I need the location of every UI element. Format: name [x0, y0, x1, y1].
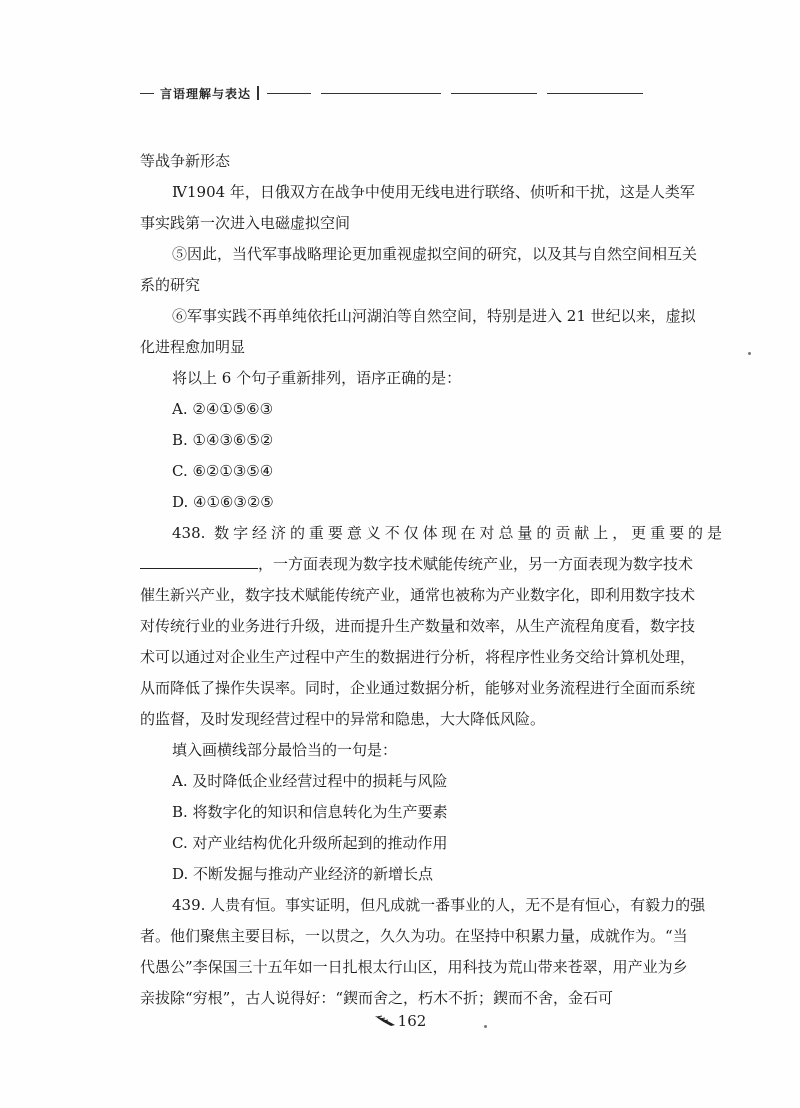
q438-stem-text: ，一方面表现为数字技术赋能传统产业，另一方面表现为数字技术	[258, 555, 694, 573]
q438-stem-line-3: 催生新兴产业，数字技术赋能传统产业，通常也被称为产业数字化，即利用数字技术	[140, 586, 696, 604]
scan-speck	[484, 1025, 487, 1028]
page-footer	[0, 1012, 800, 1031]
q437-option-d: D. ④①⑥③②⑤	[172, 493, 274, 511]
feather-icon	[374, 1013, 396, 1031]
page-content	[140, 146, 722, 1014]
q439-stem-line-1: 439. 人贵有恒。事实证明，但凡成就一番事业的人，无不是有恒心，有毅力的强	[172, 896, 706, 914]
running-header	[140, 82, 720, 104]
q438-stem-line-6: 从而降低了操作失误率。同时，企业通过数据分析，能够对业务流程进行全面而系统	[140, 679, 696, 697]
q437-option-b: B. ①④③⑥⑤②	[172, 431, 274, 449]
q437-option-a: A. ②④①⑤⑥③	[172, 400, 274, 418]
q438-stem-line-4: 对传统行业的业务进行升级，进而提升生产数量和效率，从生产流程角度看，数字技	[140, 617, 696, 635]
q439-stem-line-4: 亲拔除“穷根”，古人说得好：“鍥而舍之，朽木不折；鍥而不舍，金石可	[140, 989, 614, 1007]
q437-sentence-5-cont: 系的研究	[140, 276, 201, 294]
q438-stem-line-7: 的监督，及时发现经营过程中的异常和隐患，大大降低风险。	[140, 710, 546, 728]
q437-sentence-4: Ⅳ1904 年，日俄双方在战争中使用无线电进行联络、侦听和干扰，这是人类军	[172, 183, 695, 201]
header-rule	[547, 93, 643, 94]
header-mark	[140, 93, 154, 94]
q437-fragment: 等战争新形态	[140, 152, 231, 170]
q437-option-c: C. ⑥②①③⑤④	[172, 462, 274, 480]
q438-stem-line-1: 438. 数字经济的重要意义不仅体现在对总量的贡献上，更重要的是	[172, 524, 722, 542]
q439-stem-line-3: 代愚公”李保国三十五年如一日扎根太行山区，用科技为荒山带来苍翠，用产业为乡	[140, 958, 688, 976]
q438-stem-line-5: 术可以通过对企业生产过程中产生的数据进行分析，将程序性业务交给计算机处理，	[140, 648, 696, 666]
q437-prompt: 将以上 6 个句子重新排列，语序正确的是：	[172, 369, 462, 387]
q438-option-a: A. 及时降低企业经营过程中的损耗与风险	[172, 772, 448, 790]
header-rule	[321, 93, 441, 94]
q439-stem-line-2: 者。他们聚焦主要目标，一以贯之，久久为功。在坚持中积累力量，成就作为。“当	[140, 927, 688, 945]
scan-speck	[748, 352, 751, 355]
answer-blank	[140, 550, 258, 569]
header-divider	[257, 86, 259, 100]
q438-prompt: 填入画横线部分最恰当的一句是：	[172, 741, 398, 759]
q437-sentence-6-cont: 化进程愈加明显	[140, 338, 246, 356]
page-number: 162	[397, 1012, 427, 1030]
q438-stem-line-2	[140, 549, 722, 580]
chapter-title: 言语理解与表达	[160, 86, 252, 101]
q437-sentence-5: ⑤因此，当代军事战略理论更加重视虚拟空间的研究，以及其与自然空间相互关	[172, 245, 698, 263]
q438-option-b: B. 将数字化的知识和信息转化为生产要素	[172, 803, 448, 821]
header-rule	[267, 93, 311, 94]
q437-sentence-6: ⑥军事实践不再单纯依托山河湖泊等自然空间，特别是进入 21 世纪以来，虚拟	[172, 307, 696, 325]
header-rule	[451, 93, 537, 94]
q438-option-c: C. 对产业结构优化升级所起到的推动作用	[172, 834, 448, 852]
q438-option-d: D. 不断发掘与推动产业经济的新增长点	[172, 865, 434, 883]
q437-sentence-4-cont: 事实践第一次进入电磁虚拟空间	[140, 214, 351, 232]
